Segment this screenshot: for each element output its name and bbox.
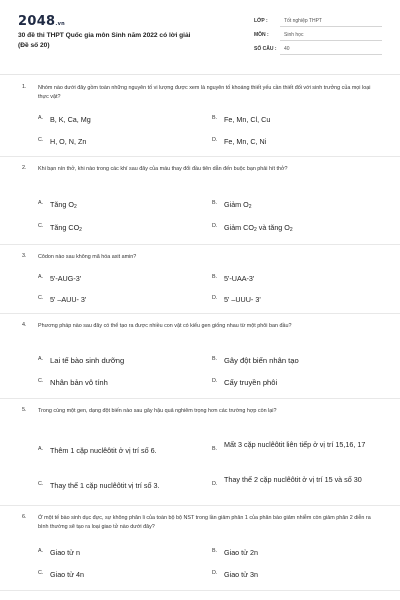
option-text: Giao tử 3n: [224, 570, 258, 579]
option-letter: B.: [212, 274, 218, 280]
meta-underline: [280, 26, 382, 27]
meta-value: Sinh học: [284, 32, 304, 38]
site-logo[interactable]: [18, 14, 65, 29]
option-text: H, O, N, Zn: [50, 137, 87, 146]
option-text: [50, 200, 77, 212]
question-text: Ở một tế bào sinh dục đực, sự không phân li của toàn bộ bộ NST trong lần giảm phân 1 của phân bào giảm nhiễm còn giảm phân 2 diễn ra bình thường sẽ tạo ra loại giao tử nào dưới đây?: [38, 515, 371, 530]
meta-key: MÔN :: [254, 32, 269, 38]
meta-key: LỚP :: [254, 18, 268, 24]
option-letter: C.: [38, 223, 44, 229]
option-text-main: Tăng O: [50, 200, 74, 209]
document-header: [0, 0, 400, 66]
question-number: 1.: [22, 84, 27, 90]
question-divider: [0, 156, 400, 157]
option-letter: B.: [212, 356, 218, 362]
option-letter: C.: [38, 481, 44, 487]
logo-suffix: .vn: [55, 21, 66, 27]
question-text: Côdon nào sau không mã hóa axit amin?: [38, 254, 137, 260]
meta-value: 40: [284, 46, 290, 52]
option-text: Thay thế 2 cặp nuclêôtit ở vị trí 15 và số 30: [224, 475, 362, 484]
question-divider: [0, 313, 400, 314]
option-text: Giao tử n: [50, 548, 80, 557]
option-letter: B.: [212, 115, 218, 121]
option-letter: D.: [212, 295, 218, 301]
option-text: Gây đột biến nhân tạo: [224, 356, 299, 365]
option-text: Mất 3 cặp nuclêôtit liên tiếp ở vị trí 15,16, 17: [224, 440, 366, 449]
subscript: 2: [248, 204, 252, 210]
option-text: Cấy truyền phôi: [224, 378, 278, 387]
logo-main: 2048: [18, 14, 56, 29]
subscript: 2: [73, 204, 77, 210]
question-divider: [0, 590, 400, 591]
option-text: [50, 223, 82, 235]
question-number: 3.: [22, 253, 27, 259]
option-letter: C.: [38, 570, 44, 576]
question-number: 4.: [22, 322, 27, 328]
option-text: Fe, Mn, Cl, Cu: [224, 115, 271, 124]
option-text: 5'-UAA-3': [224, 274, 255, 283]
question-divider: [0, 244, 400, 245]
question-text: Nhóm nào dưới đây gồm toàn những nguyên tố vi lượng được xem là nguyên tố khoáng thiết yếu cần thiết đối với sinh trưởng của mọi loại thực vật?: [38, 85, 371, 100]
option-letter: D.: [212, 223, 218, 229]
option-text: Thêm 1 cặp nuclêôtit ở vị trí số 6.: [50, 446, 157, 455]
question-text: Khi bạn nín thở, khi nào trong các khí sau đây của máu thay đổi đầu tiên dẫn đến buộc bạn phải hít thở?: [38, 166, 288, 172]
option-text-tail: và tăng O: [256, 223, 290, 232]
question-text: Trong cùng một gen, dạng đột biến nào sau gây hậu quả nghiêm trọng hơn các trường hợp còn lại?: [38, 408, 277, 414]
subscript: 2: [79, 227, 82, 233]
question-number: 5.: [22, 407, 27, 413]
option-text: Giao tử 4n: [50, 570, 84, 579]
option-text: Nhân bản vô tính: [50, 378, 108, 387]
option-letter: D.: [212, 481, 218, 487]
question-divider: [0, 505, 400, 506]
option-letter: D.: [212, 378, 218, 384]
option-letter: A.: [38, 446, 44, 452]
question-number: 6.: [22, 514, 27, 520]
option-letter: A.: [38, 200, 44, 206]
meta-underline: [280, 40, 382, 41]
meta-key: SỐ CÂU :: [254, 46, 277, 52]
option-letter: A.: [38, 356, 44, 362]
option-letter: A.: [38, 548, 44, 554]
option-text: Fe, Mn, C, Ni: [224, 137, 267, 146]
question-number: 2.: [22, 165, 27, 171]
meta-underline: [280, 54, 382, 55]
option-text: 5' –AUU- 3': [50, 295, 87, 304]
option-letter: A.: [38, 115, 44, 121]
subscript: 2: [289, 227, 293, 233]
question-text: Phương pháp nào sau đây có thể tạo ra được nhiều con vật có kiểu gen giống nhau từ một phôi ban đầu?: [38, 323, 292, 329]
option-text: 5'-AUG-3': [50, 274, 82, 283]
document-title: 30 đề thi THPT Quốc gia môn Sinh năm 2022 có lời giải: [18, 32, 191, 39]
option-text-main: Giảm O: [224, 200, 249, 209]
option-text: Lai tế bào sinh dưỡng: [50, 356, 125, 365]
option-letter: C.: [38, 295, 44, 301]
option-letter: B.: [212, 446, 218, 452]
option-text: [224, 223, 293, 235]
option-text-main: Tăng CO: [50, 223, 80, 232]
option-letter: D.: [212, 570, 218, 576]
option-text: 5' –UUU- 3': [224, 295, 261, 304]
subscript: 2: [253, 227, 257, 233]
option-letter: B.: [212, 200, 218, 206]
option-letter: C.: [38, 378, 44, 384]
option-text-main: Giảm CO: [224, 223, 254, 232]
header-divider: [0, 74, 400, 75]
option-text: B, K, Ca, Mg: [50, 115, 91, 124]
question-divider: [0, 398, 400, 399]
option-letter: B.: [212, 548, 218, 554]
meta-value: Tốt nghiệp THPT: [284, 18, 322, 24]
option-text: Giao tử 2n: [224, 548, 258, 557]
option-letter: D.: [212, 137, 218, 143]
option-text: [224, 200, 252, 212]
option-letter: A.: [38, 274, 44, 280]
option-text: Thay thế 1 cặp nuclêôtit vị trí số 3.: [50, 481, 160, 490]
option-letter: C.: [38, 137, 44, 143]
document-subtitle: (Đề số 20): [18, 42, 50, 49]
